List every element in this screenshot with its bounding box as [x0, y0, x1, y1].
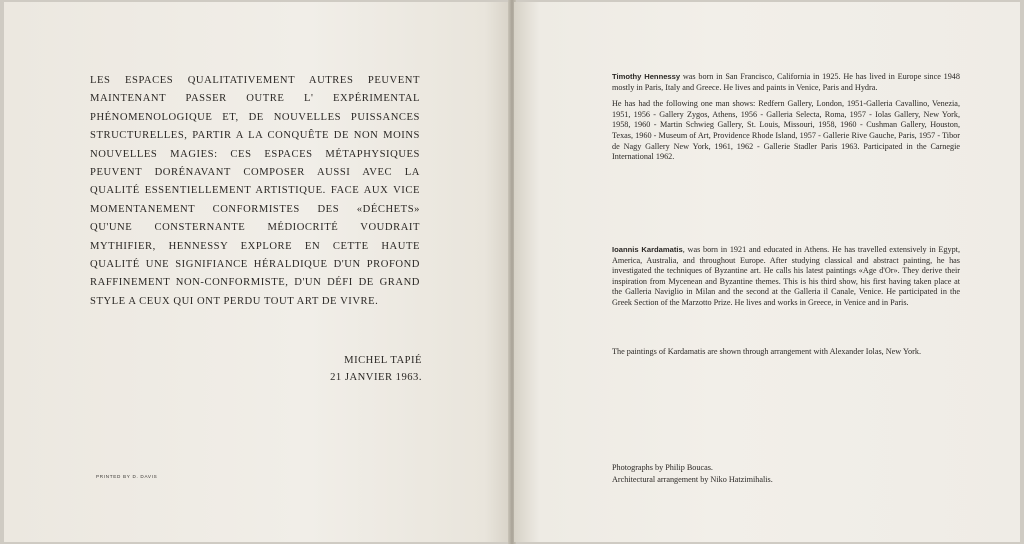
hennessy-biography [612, 72, 960, 163]
manifesto-text: LES ESPACES QUALITATIVEMENT AUTRES PEUVENT MAINTENANT PASSER OUTRE L' EXPÉRIMENTAL PHÉNOMENOLOGIQUE ET, DE NOUVELLES PUISSANCES STRUCTURELLES, PARTIR A LA CONQUÊTE DE NON MOINS NOUVELLES MAGIES: CES ESPACES MÉTAPHYSIQUES PEUVENT DORÉNAVANT COMPOSER AUSSI AVEC LA QUALITÉ ESSENTIELLEMENT ARTISTIQUE. FACE AUX VICE MOMENTANEMENT CONFORMISTES DES «DÉCHETS» QU'UNE CONSTERNANTE MÉDIOCRITÉ VOUDRAIT MYTHIFIER, HENNESSY EXPLORE EN CETTE HAUTE QUALITÉ UNE SIGNIFIANCE HÉRALDIQUE D'UN PROFOND RAFFINEMENT NON-CONFORMISTE, D'UN DÉFI DE GRAND STYLE A CEUX QUI ONT PERDU TOUT ART DE VIVRE. [90, 75, 420, 307]
right-page [514, 2, 1020, 542]
architecture-credit: Architectural arrangement by Niko Hatzimihalis. [612, 474, 773, 484]
signature-block [304, 352, 422, 386]
arrangement-note-text: The paintings of Kardamatis are shown through arrangement with Alexander Iolas, New York. [612, 347, 921, 356]
printer-credit: PRINTED BY D. DAVIS [96, 474, 158, 479]
kardamatis-name: Ioannis Kardamatis [612, 245, 683, 254]
hennessy-bio: was born in San Francisco, California in 1925. He has lived in Europe since 1948 mostly in Paris, Italy and Greece. He lives and paints in Venice, Paris and Hydra. [612, 72, 960, 92]
credits-block [612, 462, 960, 485]
left-page [4, 2, 510, 542]
arrangement-note [612, 347, 960, 358]
kardamatis-biography [612, 245, 960, 309]
photo-credit: Photographs by Philip Boucas. [612, 463, 713, 472]
kardamatis-bio: , was born in 1921 and educated in Athens. He has travelled extensively in Egypt, America, Australia, and throughout Europe. After studying classical and abstract painting, he has investigated the techniques of Byzantine art. He calls his latest paintings «Age d'Or». They derive their inspiration from Mycenean and Byzantine themes. This is his third show, his first having taken place at the Galleria Naviglio in Milan and the second at the Galleria il Canale, Venice. He participated in the Greek Section of the Marzotto Prize. He lives and works in Greece, in Venice and in Paris. [612, 245, 960, 307]
signature-name: MICHEL TAPIÉ [344, 355, 422, 366]
signature-date: 21 JANVIER 1963. [330, 372, 422, 383]
hennessy-shows: He has had the following one man shows: Redfern Gallery, London, 1951-Galleria Cavallino, Venezia, 1951, 1956 - Gallery Zygos, Athens, 1956 - Galleria Selecta, Roma, 1957 - Iolas Gallery, New York, 1958, 1960 - Martin Schwieg Gallery, St. Louis, Missouri, 1958, 1960 - Cushman Gallery, Houston, Texas, 1960 - Museum of Art, Providence Rhode Island, 1957 - Gallerie Rive Gauche, Paris, 1957 - Tibor de Nagy Gallery New York, 1961, 1962 - Gallerie Stadler Paris 1963. Participated in the Carnegie International 1962. [612, 99, 960, 162]
hennessy-name: Timothy Hennessy [612, 72, 681, 81]
